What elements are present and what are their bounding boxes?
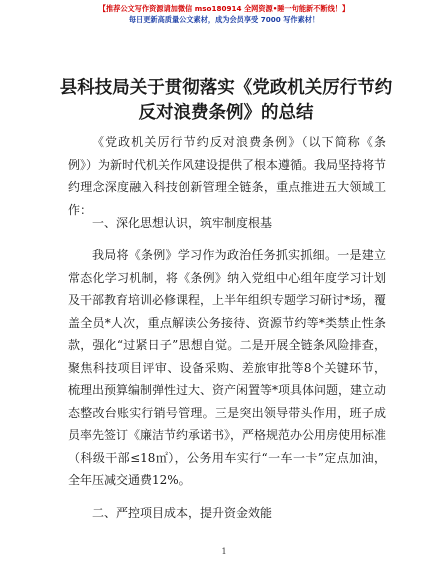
- section-1-paragraph: 我局将《条例》学习作为政治任务抓实抓细。一是建立常态化学习机制，将《条例》纳入党组中心组年度学习计划及干部教育培训必修课程，上半年组织专题学习研讨*场，覆盖全员*人次，重点解读公务接待、资源节约等*类禁止性条款，强化“过紧日子”思想自觉。二是开展全链条风险排查，聚焦科技项目评审、设备采购、差旅审批等8个关键环节，梳理出预算编制弹性过大、资产闲置等*项具体问题，建立动态整改台账实行销号管理。三是突出领导带头作用，班子成员率先签订《廉洁节约承诺书》，严格规范办公用房使用标准（科级干部≤18㎡），公务用车实行“一车一卡”定点加油，全年压减交通费12%。: [68, 248, 387, 487]
- section-1-heading: 一、深化思想认识，筑牢制度根基: [92, 216, 273, 230]
- banner-line-membership: 每日更新高质量公文素材，成为会员享受 7000 写作素材！: [128, 15, 320, 24]
- header-banner: [0, 4, 448, 25]
- section-2-heading: 二、严控项目成本，提升资金效能: [92, 506, 273, 520]
- intro-paragraph: 《党政机关厉行节约反对浪费条例》（以下简称《条例》）为新时代机关作风建设提供了根本遵循。我局坚持将节约理念深度融入科技创新管理全链条，重点推进五大领域工作：: [68, 135, 387, 217]
- banner-line-promo: 【推荐公文写作资源请加微信 mso180914 全网资源•睡一句能新不断线！】: [98, 4, 350, 13]
- page-number: 1: [221, 547, 227, 556]
- document-title: 县科技局关于贯彻落实《党政机关厉行节约反对浪费条例》的总结: [59, 78, 393, 123]
